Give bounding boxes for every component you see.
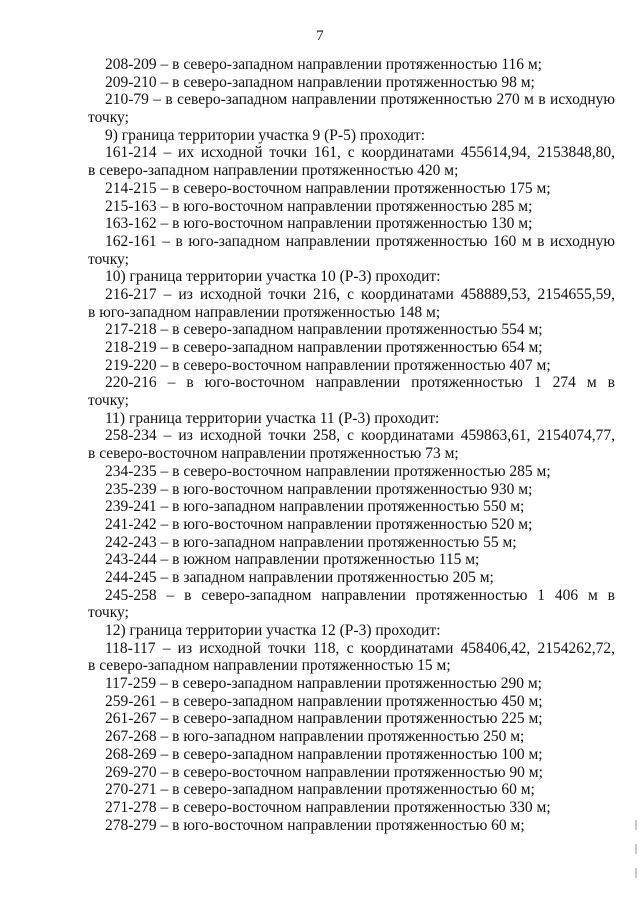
text-line: 235-239 – в юго-восточном направлении протяженностью 930 м; — [105, 480, 533, 498]
text-line: 244-245 – в западном направлении протяженностью 205 м; — [105, 568, 494, 586]
text-line: 243-244 – в южном направлении протяженностью 115 м; — [105, 551, 480, 569]
text-line: 258-234 – из исходной точки 258, с координатами 459863,61, 2154074,77, — [105, 427, 615, 445]
text-line: 245-258 – в северо-западном направлении протяженностью 1 406 м в — [105, 586, 615, 604]
text-line: точку; — [88, 250, 129, 268]
scan-edge-marks — [635, 820, 638, 890]
text-line: точку; — [88, 109, 129, 127]
text-line: 10) граница территории участка 10 (Р-3) проходит: — [105, 268, 441, 286]
text-line: 278-279 – в юго-восточном направлении протяженностью 60 м; — [105, 816, 525, 834]
text-line: 242-243 – в юго-западном направлении протяженностью 55 м; — [105, 533, 517, 551]
text-line: 261-267 – в северо-западном направлении протяженностью 225 м; — [105, 710, 543, 728]
scan-mark — [635, 820, 637, 830]
text-line: 162-161 – в юго-западном направлении протяженностью 160 м в исходную — [105, 232, 615, 250]
text-line: 117-259 – в северо-западном направлении протяженностью 290 м; — [105, 675, 542, 693]
text-line: 216-217 – из исходной точки 216, с координатами 458889,53, 2154655,59, — [105, 285, 615, 303]
text-line: 118-117 – из исходной точки 118, с координатами 458406,42, 2154262,72, — [105, 639, 615, 657]
text-line: 161-214 – их исходной точки 161, с координатами 455614,94, 2153848,80, — [105, 144, 615, 162]
text-line: в юго-западном направлении протяженностью 148 м; — [88, 303, 441, 321]
text-line: 214-215 – в северо-восточном направлении протяженностью 175 м; — [105, 179, 551, 197]
text-line: 208-209 – в северо-западном направлении протяженностью 116 м; — [105, 56, 542, 73]
text-line: в северо-западном направлении протяженностью 15 м; — [88, 657, 451, 675]
text-line: 219-220 – в северо-восточном направлении протяженностью 407 м; — [105, 356, 551, 374]
text-line: 218-219 – в северо-западном направлении протяженностью 654 м; — [105, 339, 543, 356]
scan-mark — [635, 868, 637, 878]
text-line: в северо-западном направлении протяженностью 420 м; — [88, 162, 459, 180]
text-line: 269-270 – в северо-восточном направлении протяженностью 90 м; — [105, 763, 543, 781]
text-line: 210-79 – в северо-западном направлении протяженностью 270 м в исходную — [105, 91, 615, 109]
text-line: 11) граница территории участка 11 (Р-3) проходит: — [105, 409, 440, 427]
text-line: 270-271 – в северо-западном направлении протяженностью 60 м; — [105, 781, 535, 799]
text-line: 215-163 – в юго-восточном направлении протяженностью 285 м; — [105, 197, 533, 215]
document-body — [88, 56, 615, 834]
text-line: 234-235 – в северо-восточном направлении протяженностью 285 м; — [105, 462, 551, 480]
text-line: 259-261 – в северо-западном направлении протяженностью 450 м; — [105, 692, 543, 710]
text-line: 239-241 – в юго-западном направлении протяженностью 550 м; — [105, 498, 525, 516]
text-line: 267-268 – в юго-западном направлении протяженностью 250 м; — [105, 728, 525, 746]
text-line: 9) граница территории участка 9 (Р-5) проходит: — [105, 126, 426, 144]
text-line: 241-242 – в юго-восточном направлении протяженностью 520 м; — [105, 515, 533, 533]
text-line: 268-269 – в северо-западном направлении протяженностью 100 м; — [105, 745, 543, 763]
text-line: 271-278 – в северо-восточном направлении протяженностью 330 м; — [105, 798, 551, 816]
text-line: 209-210 – в северо-западном направлении протяженностью 98 м; — [105, 73, 535, 91]
page-number: 7 — [316, 28, 324, 44]
text-line: 220-216 – в юго-восточном направлении протяженностью 1 274 м в — [105, 374, 615, 392]
scan-mark — [635, 844, 637, 854]
text-line: точку; — [88, 392, 129, 410]
text-line: 12) граница территории участка 12 (Р-3) проходит: — [105, 622, 441, 639]
text-line: в северо-восточном направлении протяженностью 73 м; — [88, 445, 459, 463]
text-line: точку; — [88, 604, 129, 622]
text-line: 163-162 – в юго-восточном направлении протяженностью 130 м; — [105, 215, 533, 233]
text-line: 217-218 – в северо-западном направлении протяженностью 554 м; — [105, 321, 543, 339]
